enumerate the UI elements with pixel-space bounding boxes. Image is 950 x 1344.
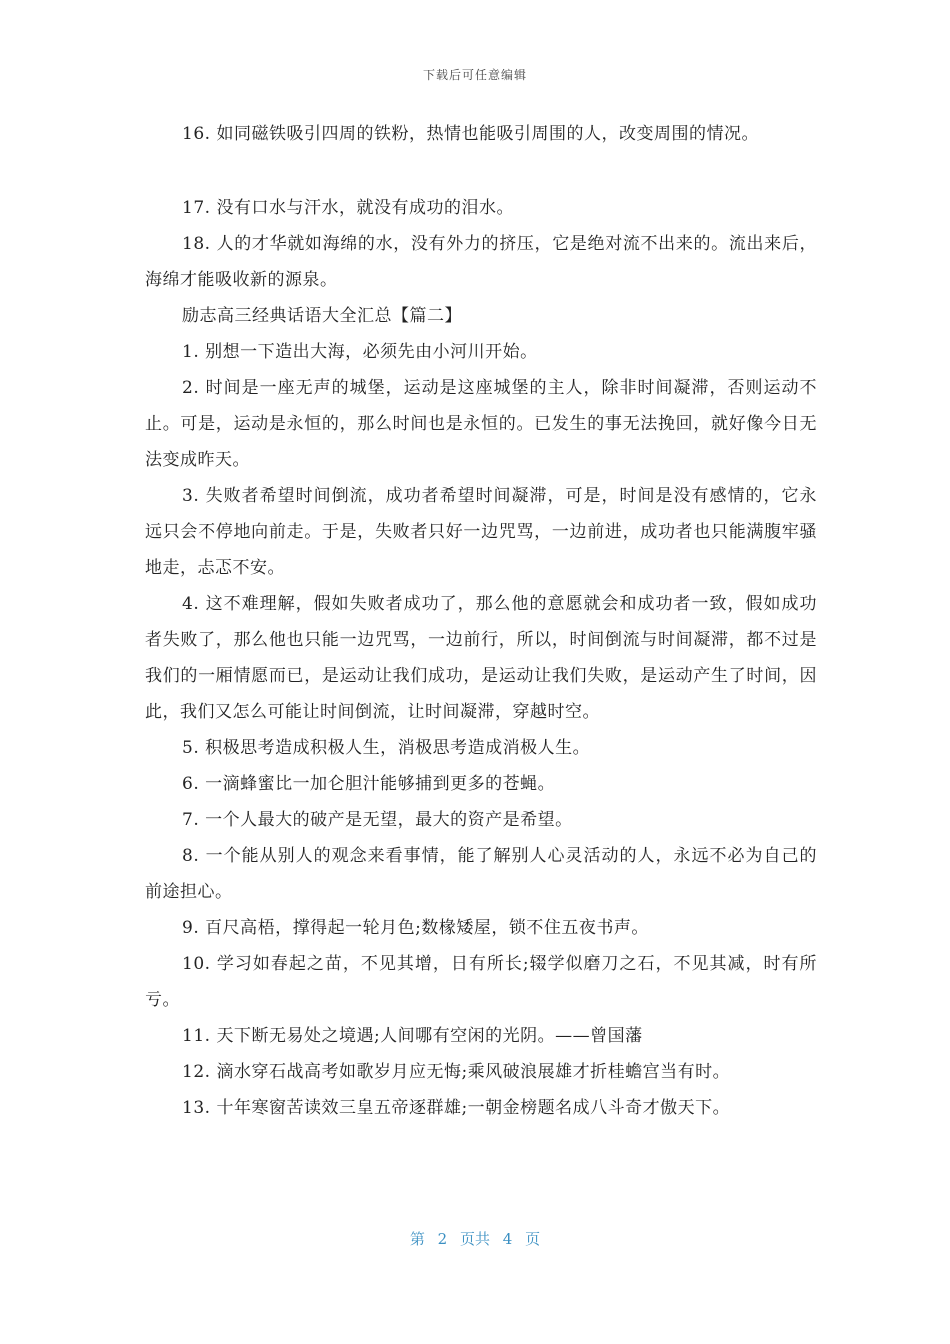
paragraph-18: 18. 人的才华就如海绵的水，没有外力的挤压，它是绝对流不出来的。流出来后，海绵才能吸收新的源泉。 [145,234,817,290]
page-footer [0,1228,950,1249]
paragraph-16: 16. 如同磁铁吸引四周的铁粉，热情也能吸引周围的人，改变周围的情况。 [182,124,759,144]
footer-total-pages: 4 [502,1230,513,1248]
paragraph-13: 13. 十年寒窗苦读效三皇五帝逐群雄;一朝金榜题名成八斗奇才傲天下。 [182,1098,731,1118]
paragraph-5: 5. 积极思考造成积极人生，消极思考造成消极人生。 [182,738,591,758]
paragraph-8: 8. 一个能从别人的观念来看事情，能了解别人心灵活动的人，永远不必为自己的前途担心。 [145,846,817,902]
footer-current-page: 2 [437,1230,448,1248]
paragraph-11: 11. 天下断无易处之境遇;人间哪有空闲的光阴。——曾国藩 [182,1026,643,1046]
footer-label-end: 页 [525,1230,541,1248]
document-body [145,116,817,1126]
paragraph-17: 17. 没有口水与汗水，就没有成功的泪水。 [182,198,514,218]
paragraph-7: 7. 一个人最大的破产是无望，最大的资产是希望。 [182,810,573,830]
paragraph-6: 6. 一滴蜂蜜比一加仑胆汁能够捕到更多的苍蝇。 [182,774,556,794]
paragraph-3: 3. 失败者希望时间倒流，成功者希望时间凝滞，可是，时间是没有感情的，它永远只会不停地向前走。于是，失败者只好一边咒骂，一边前进，成功者也只能满腹牢骚地走，忐忑不安。 [145,486,817,578]
paragraph-12: 12. 滴水穿石战高考如歌岁月应无悔;乘风破浪展雄才折桂蟾宫当有时。 [182,1062,731,1082]
paragraph-9: 9. 百尺高梧，撑得起一轮月色;数椽矮屋，锁不住五夜书声。 [182,918,649,938]
footer-label-page: 第 [409,1230,425,1248]
section-heading: 励志高三经典话语大全汇总【篇二】 [182,306,462,326]
paragraph-1: 1. 别想一下造出大海，必须先由小河川开始。 [182,342,538,362]
page-header: 下载后可任意编辑 [422,68,527,82]
paragraph-10: 10. 学习如春起之苗，不见其增，日有所长;辍学似磨刀之石，不见其减，时有所亏。 [145,954,817,1010]
footer-label-total: 页共 [459,1230,490,1248]
paragraph-2: 2. 时间是一座无声的城堡，运动是这座城堡的主人，除非时间凝滞，否则运动不止。可是，运动是永恒的，那么时间也是永恒的。已发生的事无法挽回，就好像今日无法变成昨天。 [145,378,817,470]
paragraph-4: 4. 这不难理解，假如失败者成功了，那么他的意愿就会和成功者一致，假如成功者失败了，那么他也只能一边咒骂，一边前行，所以，时间倒流与时间凝滞，都不过是我们的一厢情愿而已，是运动让我们成功，是运动让我们失败，是运动产生了时间，因此，我们又怎么可能让时间倒流，让时间凝滞，穿越时空。 [145,594,817,722]
blank-line [145,152,817,190]
